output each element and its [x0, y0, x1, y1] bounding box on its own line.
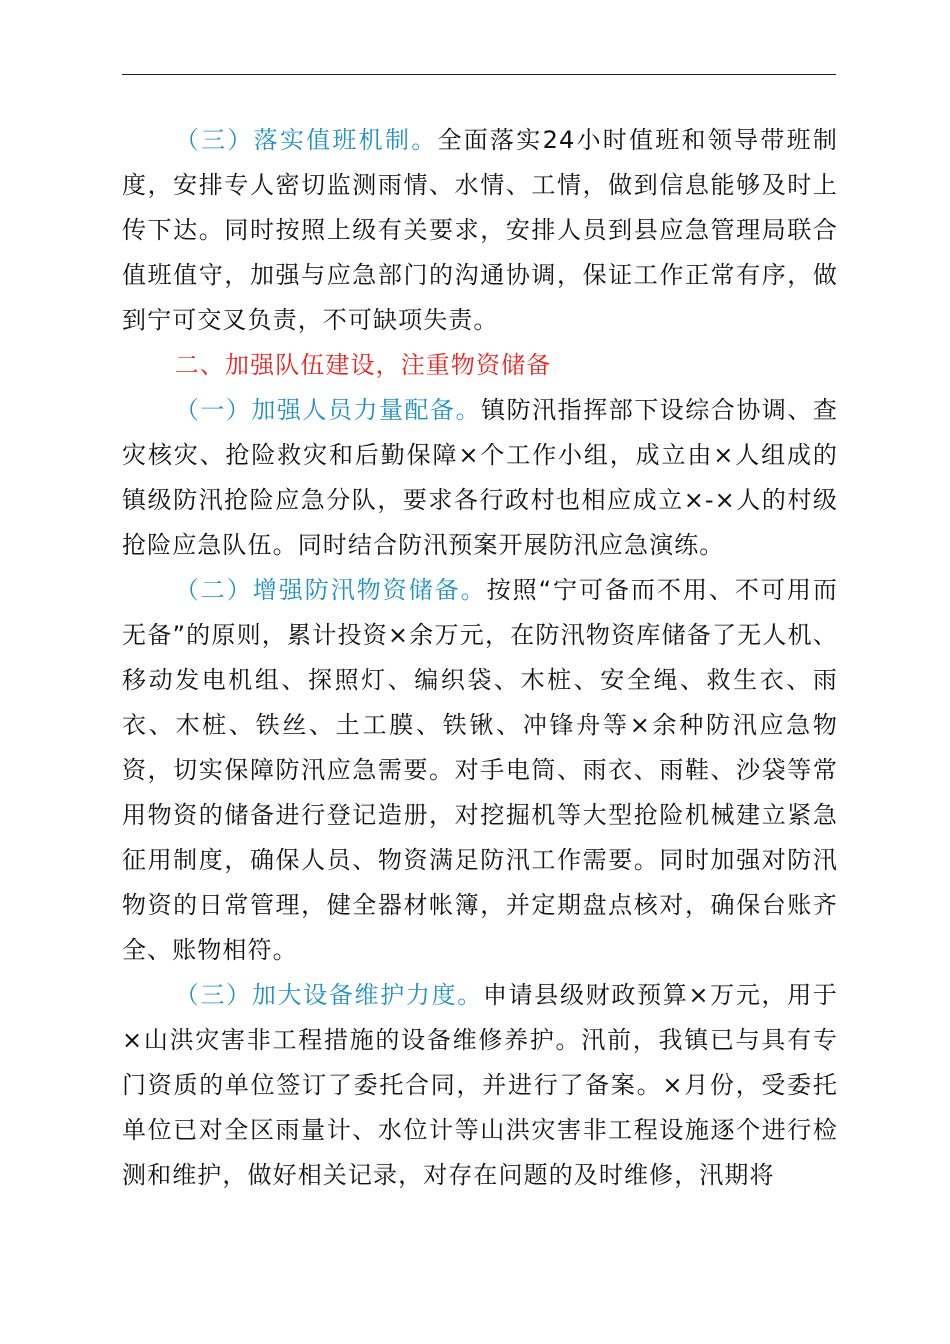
- paragraph-text: 按照“宁可备而不用、不可用而无备”的原则，累计投资×余万元，在防汛物资库储备了无人机、移动发电机组、探照灯、编织袋、木桩、安全绳、救生衣、雨衣、木桩、铁丝、土工膜、铁锹、冲锋舟等×余种防汛应急物资，切实保障防汛应急需要。对手电筒、雨衣、雨鞋、沙袋等常用物资的储备进行登记造册，对挖掘机等大型抢险机械建立紧急征用制度，确保人员、物资满足防汛工作需要。同时加强对防汛物资的日常管理，健全器材帐簿，并定期盘点核对，确保台账齐全、账物相符。: [122, 576, 838, 964]
- document-body: [122, 118, 838, 1198]
- section-heading: 二、加强队伍建设，注重物资储备: [174, 351, 552, 379]
- paragraph-text: 镇防汛指挥部下设综合协调、查灾核灾、抢险救灾和后勤保障×个工作小组，成立由×人组成的镇级防汛抢险应急分队，要求各行政村也相应成立×-×人的村级抢险应急队伍。同时结合防汛预案开展防汛应急演练。: [122, 396, 839, 559]
- paragraph-lead: （二）增强防汛物资储备。: [174, 576, 487, 604]
- paragraph-materials: [122, 568, 838, 973]
- paragraph-lead: （三）加大设备维护力度。: [174, 981, 483, 1009]
- paragraph-duty-mechanism: [122, 118, 838, 343]
- paragraph-text: 全面落实24小时值班和领导带班制度，安排专人密切监测雨情、水情、工情，做到信息能够及时上传下达。同时按照上级有关要求，安排人员到县应急管理局联合值班值守，加强与应急部门的沟通协调，保证工作正常有序，做到宁可交叉负责，不可缺项失责。: [122, 126, 839, 334]
- paragraph-maintenance: [122, 973, 838, 1198]
- paragraph-lead: （一）加强人员力量配备。: [174, 396, 482, 424]
- header-rule: [122, 74, 836, 75]
- paragraph-lead: （三）落实值班机制。: [174, 126, 438, 154]
- paragraph-staffing: [122, 388, 838, 568]
- paragraph-text: 申请县级财政预算×万元，用于×山洪灾害非工程措施的设备维修养护。汛前，我镇已与具有专门资质的单位签订了委托合同，并进行了备案。×月份，受委托单位已对全区雨量计、水位计等山洪灾害非工程设施逐个进行检测和维护，做好相关记录，对存在问题的及时维修，汛期将: [122, 981, 838, 1189]
